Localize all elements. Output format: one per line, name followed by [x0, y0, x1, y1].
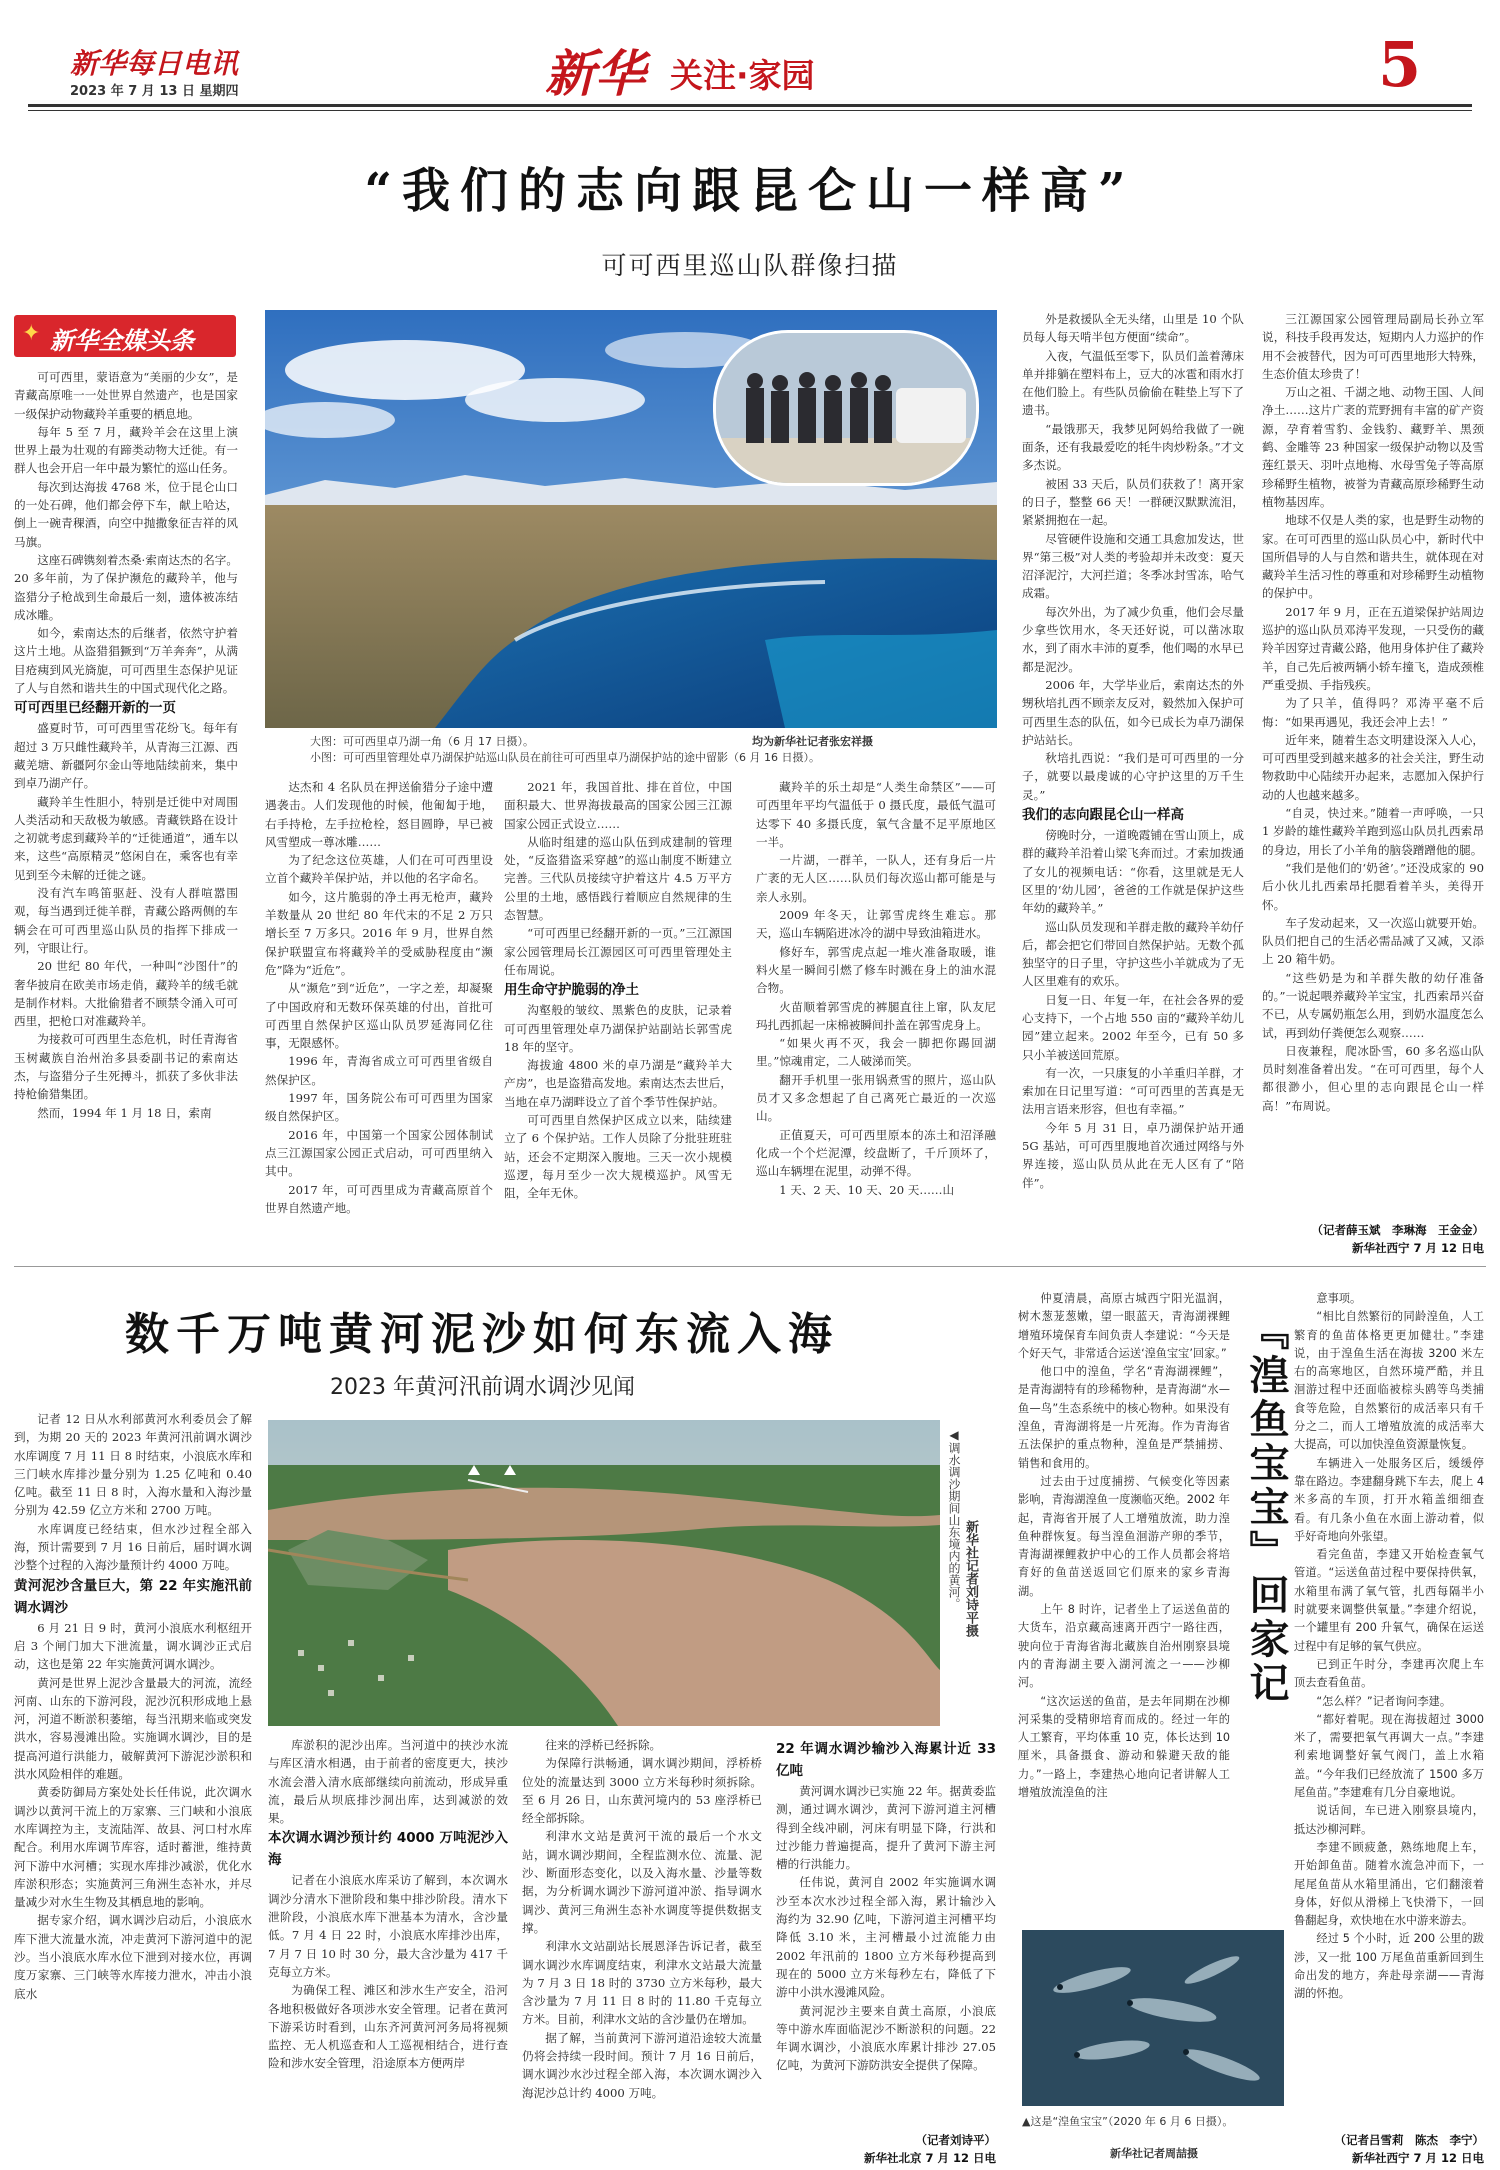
paragraph: 每次到达海拔 4768 米，位于昆仑山口的一处石碑，他们都会停下车，献上哈达，倒上一碗青稞酒，向空中抛撒象征吉祥的风马旗。 [14, 479, 238, 549]
paragraph: 2009 年冬天，让郭雪虎终生难忘。那天，巡山车辆陷进冰冷的湖中导致油箱进水。 [756, 908, 996, 941]
paragraph: 记者 12 日从水利部黄河水利委员会了解到，为期 20 天的 2023 年黄河汛前调水调沙水库调度 7 月 11 日 8 时结束，小浪底水库和三门峡水库排沙量分别为 1.25 亿吨和 0.40 亿吨。截至 11 日 8 时，入海水量和入海沙量分别为 42.59 亿立方米和 2700 万吨。 [14, 1412, 252, 1518]
paragraph: 利津水文站副站长展恩泽告诉记者，截至调水调沙水库调度结束，利津水文站最大流量为 7 月 3 日 18 时的 3730 立方米每秒，最大含沙量为 7 月 11 日 8 时的 11.80 千克每立方米。目前，利津水文站的含沙量仍在增加。 [522, 1939, 762, 2027]
article2-dateline: 新华社北京 7 月 12 日电 [863, 2151, 996, 2165]
yellow-river-photo [268, 1420, 940, 1726]
a2-col3-body [522, 1736, 762, 2102]
paragraph: “自灵，快过来。”随着一声呼唤，一只 1 岁龄的雄性藏羚羊跑到巡山队员扎西索昂的身边，用长了小羊角的脑袋蹭蹭他的腿。 [1262, 806, 1484, 857]
paragraph: 2017 年 9 月，正在五道梁保护站周边巡护的巡山队员邓涛平发现，一只受伤的藏羚羊因穿过青藏公路，他用身体护住了藏羚羊，自己先后被两辆小轿车撞飞，造成颈椎严重受损、手指残疾。 [1262, 604, 1484, 692]
paragraph: 三江源国家公园管理局副局长孙立军说，科技手段再发达，短期内人力巡护的作用不会被替代，因为可可西里地形大特殊，生态价值太珍贵了！ [1262, 312, 1484, 381]
lake-photo-main [265, 310, 997, 728]
article1-column-3 [504, 778, 732, 1253]
a2-col1-body [14, 1619, 252, 2003]
paragraph: “都好着呢。现在海拔超过 3000 米了，需要把氧气再调大一点。”李建利索地调整好氧气阀门，盖上水箱盖。“今年我们已经放流了 1500 多万尾鱼苗。”李建难有几分自豪地说。 [1294, 1712, 1484, 1800]
article1-column-4 [756, 778, 996, 1253]
paragraph: 2017 年，可可西里成为青藏高原首个世界自然遗产地。 [265, 1182, 493, 1215]
article2-column-1 [14, 1410, 252, 2150]
paragraph: 黄河是世界上泥沙含量最大的河流，流经河南、山东的下游河段，泥沙沉积形成地上悬河，河道不断淤积萎缩，每当汛期来临或突发洪水，容易漫滩出险。实施调水调沙，目的是提高河道行洪能力，破解黄河下游泥沙淤积和洪水风险相伴的难题。 [14, 1675, 252, 1782]
paragraph: 日夜兼程，爬冰卧雪，60 多名巡山队员时刻准备着出发。“在可可西里，每个人都很渺小，但心里的志向跟昆仑山一样高！”布周说。 [1262, 1043, 1484, 1113]
page-number: 5 [1378, 28, 1422, 101]
a2-col1-intro [14, 1410, 252, 1575]
issue-date: 2023 年 7 月 13 日 星期四 [70, 84, 239, 99]
article1-column-6 [1262, 310, 1484, 1222]
paragraph: 近年来，随着生态文明建设深入人心，可可西里受到越来越多的社会关注，野生动物救助中心陆续开办起来，志愿加入保护行动的人也越来越多。 [1262, 732, 1484, 802]
paragraph: 从“濒危”到“近危”，一字之差，却凝聚了中国政府和无数环保英雄的付出，首批可可西里自然保护区巡山队员罗延海同亿往事，无限感怀。 [265, 981, 493, 1051]
masthead-rule-thin [28, 110, 1472, 111]
paragraph: 火苗顺着郭雪虎的裤腿直往上窜，队友尼玛扎西抓起一床棉被瞬间扑盖在郭雪虎身上。 [756, 999, 996, 1032]
article3-column-1 [1018, 1290, 1230, 1915]
paragraph: 经过 5 个小时，近 200 公里的跋涉，又一批 100 万尾鱼苗重新回到生命出发的地方，奔赴母亲湖——青海湖的怀抱。 [1294, 1932, 1484, 2001]
paragraph: “我们是他们的‘奶爸’。”还没成家的 90 后小伙儿扎西索昂托腮看着羊头，美得开怀。 [1262, 860, 1484, 912]
paragraph: 利津水文站是黄河干流的最后一个水文站，调水调沙期间，全程监测水位、流量、泥沙、断面形态变化，以及入海水量、沙量等数据，为分析调水调沙下游河道冲淤、指导调水调沙、黄河三角洲生态补水调度等提供数据支撑。 [522, 1829, 762, 1935]
paragraph: “怎么样？”记者询问李建。 [1316, 1694, 1452, 1708]
paragraph: 黄河泥沙主要来自黄土高原，小浪底等中游水库面临泥沙不断淤积的问题。22 年调水调沙，小浪底水库累计排沙 27.05 亿吨，为黄河下游防洪安全提供了保障。 [776, 2003, 996, 2073]
paragraph: 海拔逾 4800 米的卓乃湖是“藏羚羊大产房”，也是盗猎高发地。索南达杰去世后，当地在卓乃湖畔设立了首个季节性保护站。 [504, 1058, 732, 1109]
patrol-members-group [716, 333, 976, 483]
article-divider [14, 1266, 1486, 1267]
paragraph: “可可西里已经翻开新的一页。”三江源国家公园管理局长江源园区可可西里管理处主任布周说。 [504, 926, 732, 977]
paragraph: 1 天、2 天、10 天、20 天……山 [779, 1182, 955, 1197]
a2-col2-intro [268, 1736, 508, 1827]
fish-photo-credit: 新华社记者周喆摄 [1110, 2147, 1198, 2160]
article2-byline: （记者刘诗平） [915, 2133, 996, 2147]
col5b-body [1022, 826, 1244, 1192]
paragraph: 据专家介绍，调水调沙启动后，小浪底水库下泄大流量水流，冲走黄河下游河道中的泥沙。当小浪底水库水位下泄到对接水位，再调度万家寨、三门峡等水库接力泄水，冲击小浪底水 [14, 1913, 252, 2001]
tag-label: 新华全媒头条 [50, 327, 194, 355]
paragraph: 仲夏清晨，高原古城西宁阳光温润，树木葱茏葱嫩，望一眼蓝天，青海湖裸鲤增殖环境保育车间负责人李建说：“今天是个好天气，非常适合运送‘湟鱼宝宝’回家。” [1018, 1292, 1230, 1360]
paragraph: 为接救可可西里生态危机，时任青海省玉树藏族自治州治多县委副书记的索南达杰，与盗猎分子生死搏斗，抓获了多伙非法持枪偷猎集团。 [14, 1032, 238, 1102]
paragraph: 20 世纪 80 年代，一种叫“沙图什”的奢华披肩在欧美市场走俏，藏羚羊的绒毛就是制作材料。大批偷猎者不顾禁令涌入可可西里，把枪口对准藏羚羊。 [14, 959, 238, 1029]
paragraph: 如今，这片脆弱的净土再无枪声，藏羚羊数量从 20 世纪 80 年代末的不足 2 万只增长至 7 万多只。2016 年 9 月，世界自然保护联盟宣布将藏羚羊的受威胁程度由“濒危”降为“近危”。 [265, 889, 493, 977]
subheading-sediment: 黄河泥沙含量巨大，第 22 年实施汛前调水调沙 [14, 1577, 252, 1616]
paragraph: 可可西里，蒙语意为“美丽的少女”，是青藏高原唯一一处世界自然遗产，也是国家一级保护动物藏羚羊重要的栖息地。 [14, 370, 238, 421]
paragraph: 藏羚羊生性胆小，特别是迁徙中对周围人类活动和天敌极为敏感。青藏铁路在设计之初就考虑到藏羚羊的“迁徙通道”，通车以来，这些“高原精灵”悠闲自在，乘客也有幸见到至今未解的迁徙之谜。 [14, 794, 238, 882]
a3-col1-body [1018, 1290, 1230, 1802]
paragraph: 入夜，气温低至零下，队员们盖着薄床单并排躺在塑料布上，豆大的冰雹和雨水打在他们脸上。有些队员偷偷在鞋垫上写下了遗书。 [1022, 348, 1244, 418]
paragraph: 记者在小浪底水库采访了解到，本次调水调沙分清水下泄阶段和集中排沙阶段。清水下泄阶段，小浪底水库下泄基本为清水，含沙量低。7 月 4 日 22 时，小浪底水库排沙出库，7 月 7 日 10 时 30 分，最大含沙量为 417 千克每立方米。 [268, 1873, 508, 1979]
paragraph: 今年 5 月 31 日，卓乃湖保护站开通 5G 基站，可可西里腹地首次通过网络与外界连接，巡山队员从此在无人区有了“陪伴”。 [1022, 1120, 1244, 1190]
article1-column-5 [1022, 310, 1244, 1253]
article1-column-1 [14, 368, 238, 1253]
col3-body [504, 778, 732, 979]
paragraph: 日复一日、年复一年，在社会各界的爱心支持下，一个占地 550 亩的“藏羚羊幼儿园”建立起来。2002 年至今，已有 50 多只小羊被送回荒原。 [1022, 992, 1244, 1062]
paragraph: 如今，索南达杰的后继者，依然守护着这片土地。从盗猎猖獗到“万羊奔奔”，从满目疮痍到风光旖旎，可可西里生态保护见证了人与自然和谐共生的中国式现代化之路。 [14, 626, 238, 696]
center-logo: 新华 [545, 44, 645, 103]
subheading-new-page: 可可西里已经翻开新的一页 [14, 700, 176, 717]
masthead [0, 0, 1500, 110]
paragraph: 为保障行洪畅通，调水调沙期间，浮桥桥位处的流量达到 3000 立方米每秒时须拆除。至 6 月 26 日，山东黄河境内的 53 座浮桥已经全部拆除。 [522, 1756, 762, 1826]
paragraph: 看完鱼苗，李建又开始检查氧气管道。“运送鱼苗过程中要保持供氧，水箱里布满了氧气管，扎西每隔半小时就要来调整供氧量。”李建介绍说，一个罐里有 200 升氧气，确保在运送过程中有足够的氧气供应。 [1294, 1548, 1484, 1653]
article2-headline: 数千万吨黄河泥沙如何东流入海 [125, 1309, 839, 1360]
paragraph: 每年 5 至 7 月，藏羚羊会在这里上演世界上最为壮观的有蹄类动物大迁徙。有一群人也会开启一年中最为繁忙的巡山任务。 [14, 424, 238, 476]
a2-col4-body [776, 1782, 996, 2075]
paragraph: 他口中的湟鱼，学名“青海湖裸鲤”，是青海湖特有的珍稀物种，是青海湖“水—鱼—鸟”生态系统中的核心物种。如果没有湟鱼，青海湖将是一片死海。作为青海省五法保护的重点物种，湟鱼是严禁捕捞、销售和食用的。 [1018, 1365, 1230, 1470]
article1-dateline: 新华社西宁 7 月 12 日电 [1351, 1241, 1484, 1255]
section-title: 关注·家园 [670, 56, 815, 95]
yellow-river-aerial [268, 1420, 940, 1726]
paragraph: 2016 年，中国第一个国家公园体制试点三江源国家公园正式启动，可可西里纳入其中。 [265, 1127, 493, 1179]
col6-body [1262, 310, 1484, 1115]
paragraph: 巡山队员发现和羊群走散的藏羚羊幼仔后，都会把它们带回自然保护站。无数个孤独坚守的日子里，守护这些小羊就成为了无人区里难有的欢乐。 [1022, 919, 1244, 989]
paragraph: 黄委防御局方案处处长任伟说，此次调水调沙以黄河干流上的万家寨、三门峡和小浪底水库调控为主，支流陆浑、故县、河口村水库配合。利用水库调节库容，适时蓄泄，维持黄河下游中水河槽；实现水库排沙减淤，优化水库淤积形态；实施黄河三角洲生态补水，并尽量减少对水生生物及其栖息地的影响。 [14, 1785, 252, 1910]
photo-caption-small: 小图：可可西里管理处卓乃湖保护站巡山队员在前往可可西里卓乃湖保护站的途中留影（6 月 16 日摄）。 [310, 751, 820, 764]
paragraph: 说话间，车已进入刚察县境内，抵达沙柳河畔。 [1294, 1804, 1484, 1836]
paragraph: 1996 年，青海省成立可可西里省级自然保护区。 [265, 1054, 493, 1087]
headline-tag [14, 315, 236, 357]
paragraph: 2021 年，我国首批、排在首位，中国面积最大、世界海拔最高的国家公园三江源国家公园正式设立…… [504, 780, 732, 831]
article2-column-3 [522, 1736, 762, 2150]
article3-dateline: 新华社西宁 7 月 12 日电 [1351, 2151, 1484, 2165]
tag-flame-icon: ✦ [22, 321, 41, 346]
col1-body [14, 719, 238, 1122]
article1-headline: “我们的志向跟昆仑山一样高” [364, 163, 1136, 219]
paragraph: 沟壑般的皱纹、黑紫色的皮肤，记录着可可西里管理处卓乃湖保护站副站长郭雪虎 18 年的坚守。 [504, 1003, 732, 1054]
river-photo-credit: 新华社记者刘诗平摄 [963, 1520, 978, 1637]
subheading-33-billion: 22 年调水调沙输沙入海累计近 33 亿吨 [776, 1741, 996, 1779]
article1-subheadline: 可可西里巡山队群像扫描 [601, 251, 899, 280]
paragraph: 为确保工程、滩区和涉水生产安全，沿河各地积极做好各项涉水安全管理。记者在黄河下游采访时看到，山东齐河黄河河务局将视频监控、无人机巡查和人工巡视相结合，进行查险和涉水安全管理，沿途原本方便两岸 [268, 1983, 508, 2071]
paragraph: 为了只羊，值得吗？邓涛平毫不后悔：“如果再遇见，我还会冲上去！” [1262, 696, 1484, 729]
photo-credit: 均为新华社记者张宏祥摄 [752, 735, 873, 748]
paragraph: 每次外出，为了减少负重，他们会尽量少拿些饮用水，冬天还好说，可以凿冰取水，到了雨水丰沛的夏季，他们喝的水早已都是泥沙。 [1022, 604, 1244, 674]
article1-byline: （记者薛玉斌 李琳海 王金金） [1311, 1223, 1484, 1237]
article3-byline: （记者吕雪莉 陈杰 李宁） [1334, 2133, 1484, 2147]
paragraph: 任伟说，黄河自 2002 年实施调水调沙至本次水沙过程全部入海，累计输沙入海约为 32.90 亿吨，下游河道主河槽平均降低 3.10 米，主河槽最小过流能力由 2002 年汛前的 1800 立方米每秒提高到现在的 5000 立方米每秒左右，降低了下游中小洪水漫滩风险。 [776, 1875, 996, 2000]
paragraph: 达杰和 4 名队员在押送偷猎分子途中遭遇袭击。人们发现他的时候，他匍匐于地，右手持枪，左手拉枪栓，怒目圆睁，早已被风雪塑成一尊冰雕…… [265, 780, 493, 849]
paragraph: 从临时组建的巡山队伍到成建制的管理处，“反盗猎盗采穿越”的巡山制度不断建立完善。三代队员接续守护着这片 4.5 万平方公里的土地，感悟践行着顺应自然规律的生态智慧。 [504, 834, 732, 923]
paragraph: 修好车，郭雪虎点起一堆火准备取暖，谁料火星一瞬间引燃了修车时溅在身上的油水混合物。 [756, 944, 996, 996]
paragraph: 藏羚羊的乐土却是“人类生命禁区”——可可西里年平均气温低于 0 摄氏度，最低气温可达零下 40 多摄氏度，氧气含量不足平原地区一半。 [756, 780, 996, 849]
paragraph: 被困 33 天后，队员们获救了！离开家的日子，整整 66 天！一群硬汉默默流泪，紧紧拥抱在一起。 [1022, 476, 1244, 528]
paragraph: 然而，1994 年 1 月 18 日，索南 [37, 1105, 212, 1120]
paragraph: 车子发动起来，又一次巡山就要开始。队员们把自己的生活必需品减了又减，又添上 20 箱牛奶。 [1262, 915, 1484, 967]
article2-column-2 [268, 1736, 508, 2150]
baby-naked-carp [1022, 1930, 1284, 2106]
paragraph: 翻开手机里一张用锅煮雪的照片，巡山队员才又多念想起了自己离死亡最近的一次巡山。 [756, 1072, 996, 1124]
col1-intro [14, 368, 238, 697]
col2-body [265, 778, 493, 1217]
paragraph: 6 月 21 日 9 时，黄河小浪底水利枢纽开启 3 个闸门加大下泄流量，调水调沙正式启动，这也是第 22 年实施黄河调水调沙。 [14, 1620, 252, 1672]
paragraph: “这些奶是为和羊群失散的幼仔准备的。”一说起喂养藏羚羊宝宝，扎西索昂兴奋不已，从专属奶瓶怎么用，到奶水温度怎么试，再到幼仔粪便怎么观察…… [1262, 970, 1484, 1040]
paragraph: 秋培扎西说：“我们是可可西里的一分子，就要以最虔诚的心守护这里的万千生灵。” [1022, 751, 1244, 802]
paragraph: 已到正午时分，李建再次爬上车顶去查看鱼苗。 [1294, 1657, 1484, 1690]
paragraph: 车辆进入一处服务区后，缓缓停靠在路边。李建翻身跳下车去，爬上 4 米多高的车顶，打开水箱盖细细查看。有几条小鱼在水面上游动着，似乎好奇地向外张望。 [1294, 1456, 1484, 1543]
article1-column-2 [265, 778, 493, 1253]
paragraph: 傍晚时分，一道晚霞铺在雪山顶上，成群的藏羚羊沿着山梁飞奔而过。才索加拨通了女儿的视频电话：“你看，这里就是无人区里的‘幼儿园’，爸爸的工作就是保护这些年幼的藏羚羊。” [1022, 828, 1244, 916]
paragraph: 库淤积的泥沙出库。当河道中的挟沙水流与库区清水相遇，由于前者的密度更大，挟沙水流会潜入清水底部继续向前流动，形成异重流，最后从坝底排沙洞出库，达到减淤的效果。 [268, 1738, 508, 1826]
paragraph: 1997 年，国务院公布可可西里为国家级自然保护区。 [265, 1091, 493, 1124]
article2-subheadline: 2023 年黄河汛前调水调沙见闻 [330, 1375, 635, 1400]
subheading-guard-land: 用生命守护脆弱的净土 [504, 982, 639, 999]
paragraph: 意事项。 [1316, 1292, 1362, 1305]
paragraph: “最饿那天，我梦见阿妈给我做了一碗面条，还有我最爱吃的牦牛肉炒粉条。”才文多杰说。 [1022, 421, 1244, 473]
paragraph: 往来的浮桥已经拆除。 [545, 1738, 662, 1752]
fish-photo-caption: ▲这是“湟鱼宝宝”（2020 年 6 月 6 日摄）。 [1022, 2115, 1234, 2128]
subheading-4000-tons: 本次调水调沙预计约 4000 万吨泥沙入海 [268, 1830, 508, 1869]
paragraph: 水库调度已经结束，但水沙过程全部入海，预计需要到 7 月 16 日前后，届时调水调沙整个过程的入海沙量预计约 4000 万吨。 [14, 1521, 252, 1573]
a2-col2-body [268, 1871, 508, 2072]
paragraph: 万山之祖、千湖之地、动物王国、人间净土……这片广袤的荒野拥有丰富的矿产资源，孕育着雪豹、金钱豹、藏野羊、黑颈鹤、金雕等 23 种国家一级保护动物以及雪莲红景天、羽叶点地梅、水母雪兔子等高原珍稀野生植物，被誉为青藏高原珍稀野生动植物基因库。 [1262, 385, 1484, 509]
fish-fry-photo [1022, 1930, 1284, 2106]
article2-column-4 [776, 1736, 996, 2116]
paragraph: 尽管硬件设施和交通工具愈加发达，世界“第三极”对人类的考验却并未改变：夏天沼泽泥泞，大河拦道；冬季冰封雪冻，哈气成霜。 [1022, 531, 1244, 601]
paragraph: 李建不顾疲惫，熟练地爬上车，开始卸鱼苗。随着水流急冲而下，一尾尾鱼苗从水箱里涌出，它们翻滚着身体，好似从滑梯上飞快滑下，一回鲁翻起身，欢快地在水中游来游去。 [1294, 1840, 1484, 1928]
paragraph: “这次运送的鱼苗，是去年同期在沙柳河采集的受精卵培育而成的。经过一年的人工繁育，平均体重 10 克，体长达到 10 厘米，具备摄食、游动和躲避天敌的能力。”一路上，李建热心地向记者讲解人工增殖放流湟鱼的注 [1018, 1694, 1230, 1800]
paragraph: 据了解，当前黄河下游河道沿途较大流量仍将会持续一段时间。预计 7 月 16 日前后，调水调沙水沙过程全部入海，本次调水调沙入海泥沙总计约 4000 万吨。 [522, 2030, 762, 2100]
article3-column-2 [1294, 1290, 1484, 2130]
paragraph: 外是救援队全无头绪，山里是 10 个队员每人每天啃半包方便面“续命”。 [1022, 312, 1244, 345]
paragraph: “如果火再不灭，我会一脚把你踢回湖里。”惊魂甫定，二人破涕而笑。 [756, 1036, 996, 1069]
paragraph: 过去由于过度捕捞、气候变化等因素影响，青海湖湟鱼一度濒临灭绝。2002 年起，青海省开展了人工增殖放流，助力湟鱼种群恢复。每当湟鱼洄游产卵的季节，青海湖裸鲤救护中心的工作人员都会将培育好的鱼苗送返回它们原来的家乡青海湖。 [1018, 1474, 1230, 1598]
col3b-body [504, 1001, 732, 1202]
left-logo: 新华每日电讯 [70, 47, 239, 80]
paragraph: 一片湖，一群羊，一队人，还有身后一片广袤的无人区……队员们每次巡山都可能是与亲人永别。 [756, 853, 996, 904]
patrol-team-photo-inset [713, 330, 979, 486]
paragraph: 可可西里自然保护区成立以来，陆续建立了 6 个保护站。工作人员除了分批驻班驻站，还会不定期深入腹地。三天一次小规模巡逻，每月至少一次大规模巡护。风雪无阻，全年无休。 [504, 1113, 732, 1201]
paragraph: 没有汽车鸣笛驱赶、没有人群喧嚣围观，每当遇到迁徙羊群，青藏公路两侧的车辆会在可可西里巡山队员的指挥下排成一列，守眼让行。 [14, 886, 238, 955]
article3-headline: 『湟鱼宝宝』回家记 [1243, 1310, 1290, 1706]
masthead-rule [28, 104, 1472, 107]
col5-body [1022, 310, 1244, 804]
paragraph: 这座石碑镌刻着杰桑·索南达杰的名字。20 多年前，为了保护濒危的藏羚羊，他与盗猎分子枪战到生命最后一刻，遗体被冻结成冰雕。 [14, 552, 238, 622]
a3-col2-body [1294, 1290, 1484, 2004]
subheading-kunlun: 我们的志向跟昆仑山一样高 [1022, 807, 1184, 824]
paragraph: 为了纪念这位英雄，人们在可可西里设立首个藏羚羊保护站，并以他的名字命名。 [265, 853, 493, 886]
paragraph: 地球不仅是人类的家，也是野生动物的家。在可可西里的巡山队员心中，新时代中国所倡导的人与自然和谐共生，就体现在对藏羚羊生活习性的尊重和对珍稀野生动植物的保护中。 [1262, 513, 1484, 601]
col4-body [756, 778, 996, 1199]
river-photo-caption: ◀调水调沙期间山东境内的黄河。 [947, 1428, 961, 1610]
paragraph: 有一次，一只康复的小羊重归羊群，才索加在日记里写道：“可可西里的苦真是无法用言语来形容，但也有幸福。” [1022, 1065, 1244, 1117]
paragraph: 正值夏天，可可西里原本的冻土和沼泽融化成一个个烂泥潭，绞盘断了，千斤顶坏了，巡山车辆埋在泥里，动弹不得。 [756, 1127, 996, 1179]
paragraph: 盛夏时节，可可西里雪花纷飞。每年有超过 3 万只雌性藏羚羊，从青海三江源、西藏羌塘、新疆阿尔金山等地陆续前来，集中到卓乃湖产仔。 [14, 721, 238, 791]
paragraph: 上午 8 时许，记者坐上了运送鱼苗的大货车，沿京藏高速离开西宁一路往西，驶向位于青海省海北藏族自治州刚察县境内的青海湖主要入湖河流之一——沙柳河。 [1018, 1603, 1230, 1690]
paragraph: “相比自然繁衍的同龄湟鱼，人工繁育的鱼苗体格更更加健壮。”李建说，由于湟鱼生活在海拔 3200 米左右的高寒地区，自然环境严酷，并且洄游过程中还面临被棕头鸥等鸟类捕食等危险，自然繁衍的成活率只有千分之二，而人工增殖放流的成活率大大提高，可以加快湟鱼资源量恢复。 [1294, 1310, 1484, 1452]
photo-caption-big: 大图：可可西里卓乃湖一角（6 月 17 日摄）。 [310, 735, 534, 748]
paragraph: 黄河调水调沙已实施 22 年。据黄委监测，通过调水调沙，黄河下游河道主河槽得到全线冲刷，河床有明显下降，行洪和过沙能力普遍提高，提升了黄河下游主河槽的行洪能力。 [776, 1784, 996, 1872]
paragraph: 2006 年，大学毕业后，索南达杰的外甥秋培扎西不顾亲友反对，毅然加入保护可可西里生态的队伍，如今已成长为卓乃湖保护站站长。 [1022, 677, 1244, 747]
